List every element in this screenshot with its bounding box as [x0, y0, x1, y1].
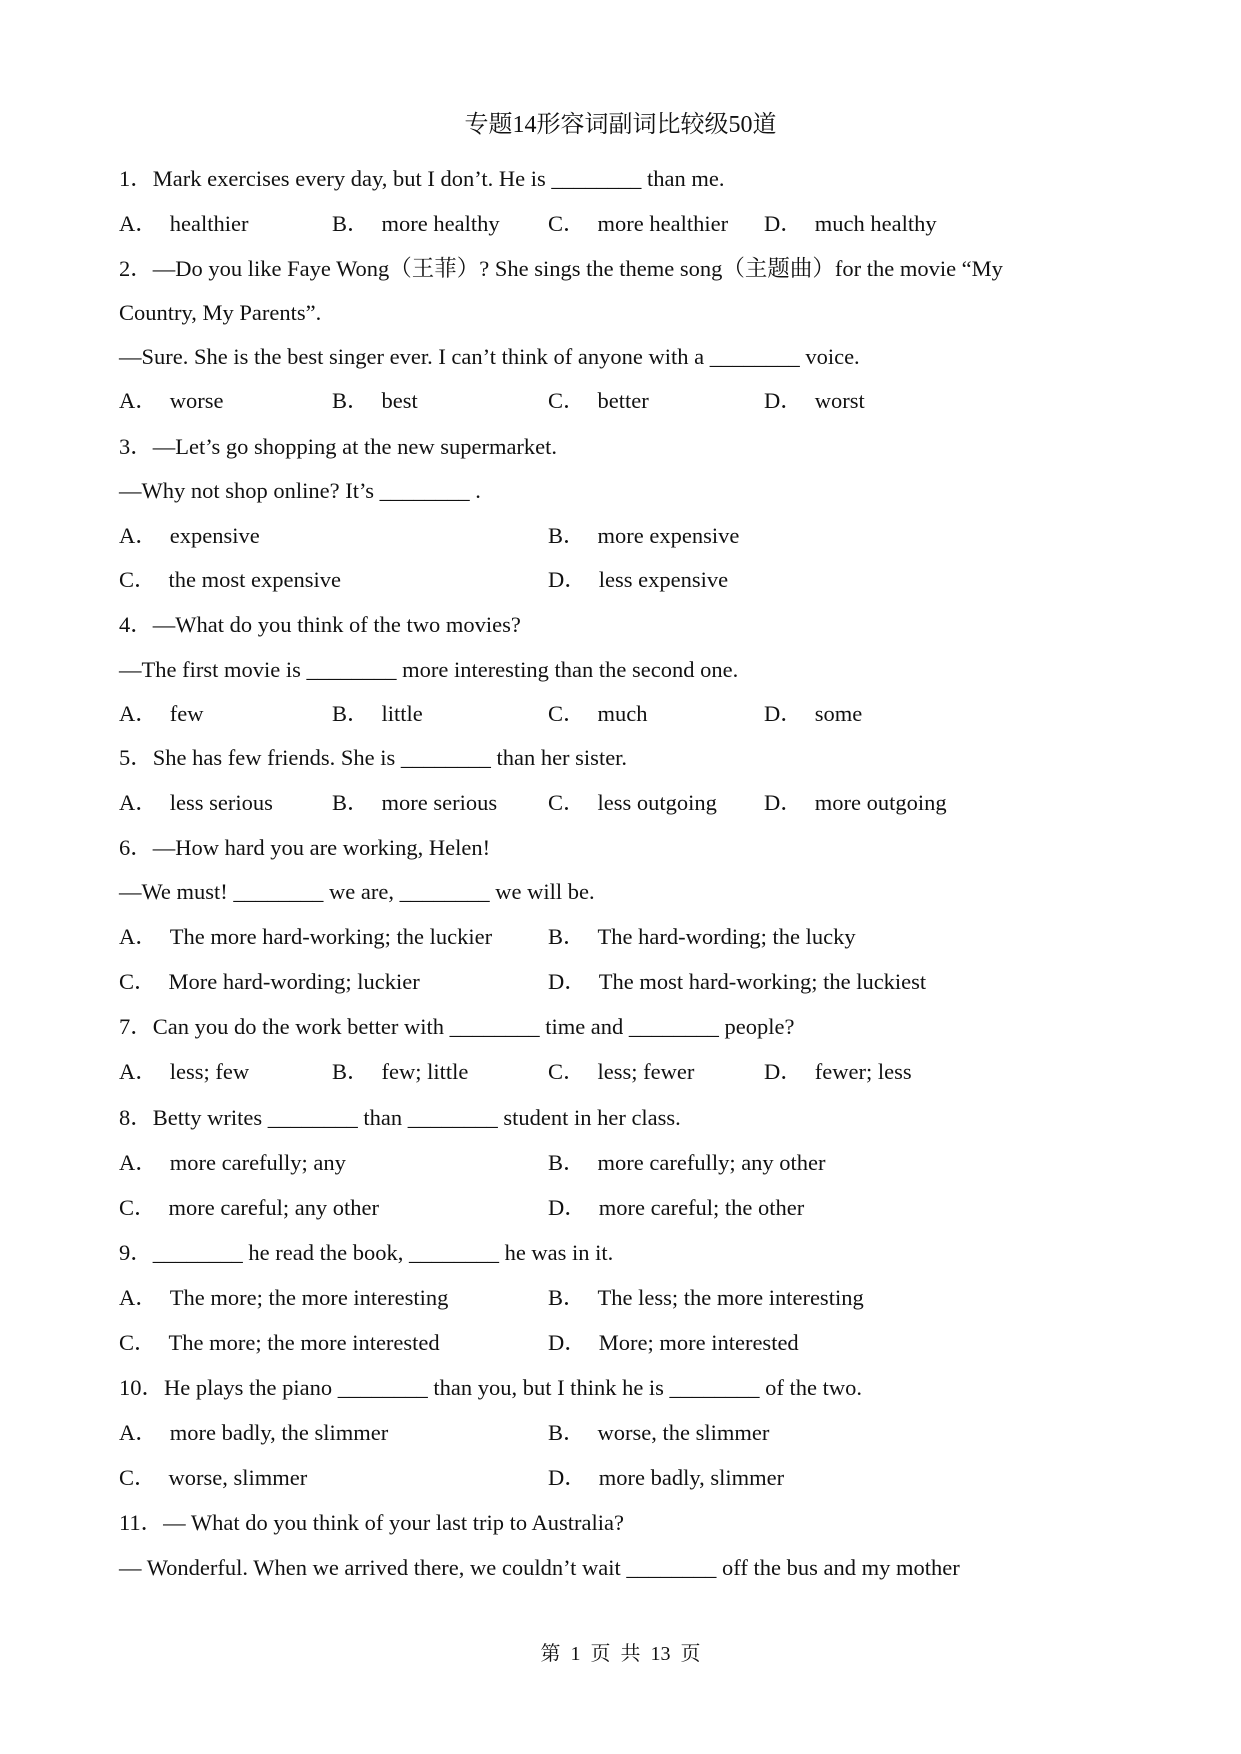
question-1-option-c: C． more healthier: [548, 211, 729, 236]
question-4-stem: 4．—What do you think of the two movies?: [119, 612, 521, 637]
question-4-option-d: D． some: [764, 701, 863, 726]
question-3-option-a: A． expensive: [119, 523, 260, 548]
question-8-stem: 8．Betty writes ________ than ________ student in her class.: [119, 1105, 681, 1130]
question-6-option-a: A． The more hard-working; the luckier: [119, 924, 493, 949]
question-9-option-c: C． The more; the more interested: [119, 1330, 440, 1355]
question-2-stem: 2．—Do you like Faye Wong（王菲）? She sings the theme song（主题曲）for the movie “My: [119, 256, 1003, 281]
question-6-stem: 6．—How hard you are working, Helen!: [119, 835, 491, 860]
question-2-reply: —Sure. She is the best singer ever. I can’t think of anyone with a ________ voice.: [119, 344, 860, 369]
question-11-reply: — Wonderful. When we arrived there, we couldn’t wait ________ off the bus and my mother: [119, 1555, 960, 1580]
question-6-option-c: C． More hard-wording; luckier: [119, 969, 420, 994]
question-10-option-a: A． more badly, the slimmer: [119, 1420, 389, 1445]
question-4-option-a: A． few: [119, 701, 204, 726]
question-2-option-d: D． worst: [764, 388, 865, 413]
question-1-option-d: D． much healthy: [764, 211, 937, 236]
question-5-option-d: D． more outgoing: [764, 790, 947, 815]
question-8-option-a: A． more carefully; any: [119, 1150, 346, 1175]
question-9-option-a: A． The more; the more interesting: [119, 1285, 449, 1310]
question-4-reply: —The first movie is ________ more interesting than the second one.: [119, 657, 739, 682]
question-9-option-d: D． More; more interested: [548, 1330, 799, 1355]
question-2-option-a: A． worse: [119, 388, 224, 413]
question-10-stem: 10．He plays the piano ________ than you, but I think he is ________ of the two.: [119, 1375, 863, 1400]
question-2-option-c: C． better: [548, 388, 649, 413]
question-5-option-a: A． less serious: [119, 790, 273, 815]
question-5-option-c: C． less outgoing: [548, 790, 717, 815]
question-5-stem: 5．She has few friends. She is ________ than her sister.: [119, 745, 628, 770]
question-6-option-b: B． The hard-wording; the lucky: [548, 924, 856, 949]
question-9-option-b: B． The less; the more interesting: [548, 1285, 864, 1310]
question-9-stem: 9．________ he read the book, ________ he was in it.: [119, 1240, 614, 1265]
question-4-option-b: B． little: [332, 701, 423, 726]
question-8-option-b: B． more carefully; any other: [548, 1150, 826, 1175]
question-7-option-b: B． few; little: [332, 1059, 469, 1084]
question-11-stem: 11．— What do you think of your last trip to Australia?: [119, 1510, 624, 1535]
question-10-option-b: B． worse, the slimmer: [548, 1420, 770, 1445]
question-3-option-d: D． less expensive: [548, 567, 729, 592]
question-7-option-a: A． less; few: [119, 1059, 250, 1084]
question-10-option-d: D． more badly, slimmer: [548, 1465, 785, 1490]
question-6-reply: —We must! ________ we are, ________ we will be.: [119, 879, 595, 904]
question-2-option-b: B． best: [332, 388, 418, 413]
question-6-option-d: D． The most hard-working; the luckiest: [548, 969, 927, 994]
question-7-stem: 7．Can you do the work better with ________ time and ________ people?: [119, 1014, 795, 1039]
question-3-option-b: B． more expensive: [548, 523, 740, 548]
question-5-option-b: B． more serious: [332, 790, 498, 815]
question-3-stem: 3．—Let’s go shopping at the new supermarket.: [119, 434, 558, 459]
page-title: 专题14形容词副词比较级50道: [464, 112, 777, 138]
question-10-option-c: C． worse, slimmer: [119, 1465, 308, 1490]
question-7-option-d: D． fewer; less: [764, 1059, 912, 1084]
question-3-option-c: C． the most expensive: [119, 567, 341, 592]
page-footer: 第 1 页 共 13 页: [540, 1643, 701, 1665]
question-7-option-c: C． less; fewer: [548, 1059, 695, 1084]
question-3-reply: —Why not shop online? It’s ________ .: [119, 478, 481, 503]
question-4-option-c: C． much: [548, 701, 648, 726]
question-1-stem: 1．Mark exercises every day, but I don’t. He is ________ than me.: [119, 166, 725, 191]
question-1-option-b: B． more healthy: [332, 211, 500, 236]
question-2-stem-cont: Country, My Parents”.: [119, 300, 322, 325]
question-8-option-d: D． more careful; the other: [548, 1195, 805, 1220]
question-1-option-a: A． healthier: [119, 211, 249, 236]
question-8-option-c: C． more careful; any other: [119, 1195, 380, 1220]
